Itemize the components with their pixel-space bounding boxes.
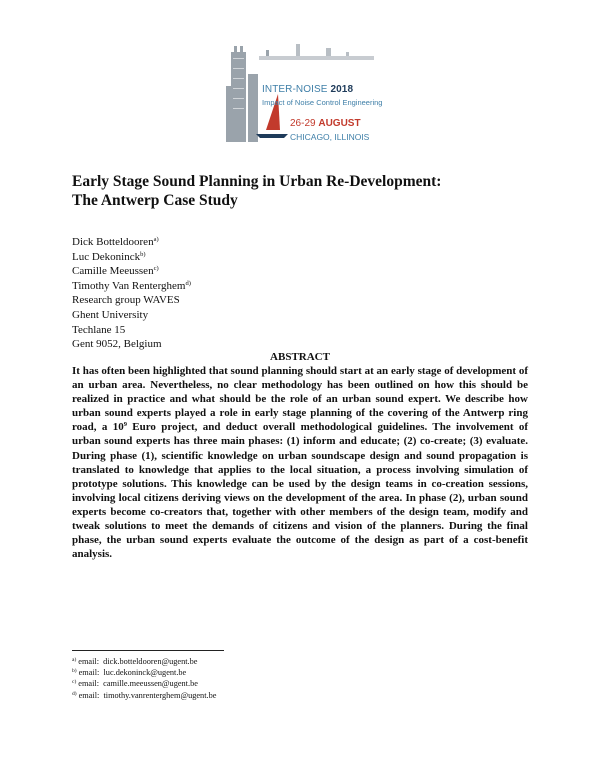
author-name: Timothy Van Renterghem$^{d)}$ <box>72 279 191 292</box>
footnote-item: $^{c)}$ email: camille.meeussen@ugent.be <box>72 679 198 689</box>
affiliation-university: Ghent University <box>72 308 149 321</box>
footnotes <box>72 656 216 701</box>
footnote-item: $^{a)}$ email: dick.botteldooren@ugent.be <box>72 657 198 666</box>
paper-title: Early Stage Sound Planning in Urban Re-Development: The Antwerp Case Study <box>72 173 442 209</box>
conference-banner <box>226 34 383 142</box>
banner-location: CHICAGO, ILLINOIS <box>290 132 370 142</box>
affiliation-street: Techlane 15 <box>72 323 126 336</box>
footnote-divider <box>72 650 224 651</box>
banner-theme: Impact of Noise Control Engineering <box>262 98 383 107</box>
author-name: Camille Meeussen$^{c)}$ <box>72 265 159 278</box>
affiliation-group: Research group WAVES <box>72 294 180 307</box>
email-link[interactable]: dick.botteldooren@ugent.be <box>103 657 198 666</box>
email-link[interactable]: camille.meeussen@ugent.be <box>103 679 198 689</box>
banner-conference-name: INTER-NOISE 2018 <box>262 84 354 95</box>
banner-dates: 26-29 AUGUST <box>290 118 361 129</box>
footnote-item: $^{b)}$ email: luc.dekoninck@ugent.be <box>72 668 187 678</box>
boat-hull-icon <box>256 134 288 138</box>
author-name: Dick Botteldooren$^{a)}$ <box>72 236 159 248</box>
email-link[interactable]: timothy.vanrenterghem@ugent.be <box>103 690 217 700</box>
affiliation-city: Gent 9052, Belgium <box>72 338 162 351</box>
abstract-body: It has often been highlighted that sound planning should start at an early stage of development of an urban area. Nevertheless, no clear methodology has been outlined on how this should be realized in practice and what should be the role of an urban sound expert. We describe how urban sound experts played a role in early stage planning of the covering of the Antwerp ring road, a $10^9$ Euro project, and deduct overall methodological guidelines. The involvement of urban sound experts has three main phases: (1) inform and educate; (2) co-create; (3) evaluate. During phase (1), scientific knowledge on urban soundscape design and sound propagation is translated to knowledge that applies to the local situation, a process involving simulation of prototype solutions. This knowledge can be used by the design teams in co-creation sessions, involving local citizens deriving views on the development of the area. In phase (2), urban sound experts become co-creators that, together with other members of the design team, modify and tweak solutions to meet the demands of citizens and vision of the planners. During the final phase, the urban sound experts evaluate the outcome of the design as part of a cost-benefit analysis. <box>72 365 528 561</box>
author-block <box>72 235 191 352</box>
abstract-heading: ABSTRACT <box>270 351 330 363</box>
author-name: Luc Dekoninck$^{b)}$ <box>72 250 146 263</box>
email-link[interactable]: luc.dekoninck@ugent.be <box>103 668 187 678</box>
footnote-item: $^{d)}$ email: timothy.vanrenterghem@ugent.be <box>72 690 217 700</box>
